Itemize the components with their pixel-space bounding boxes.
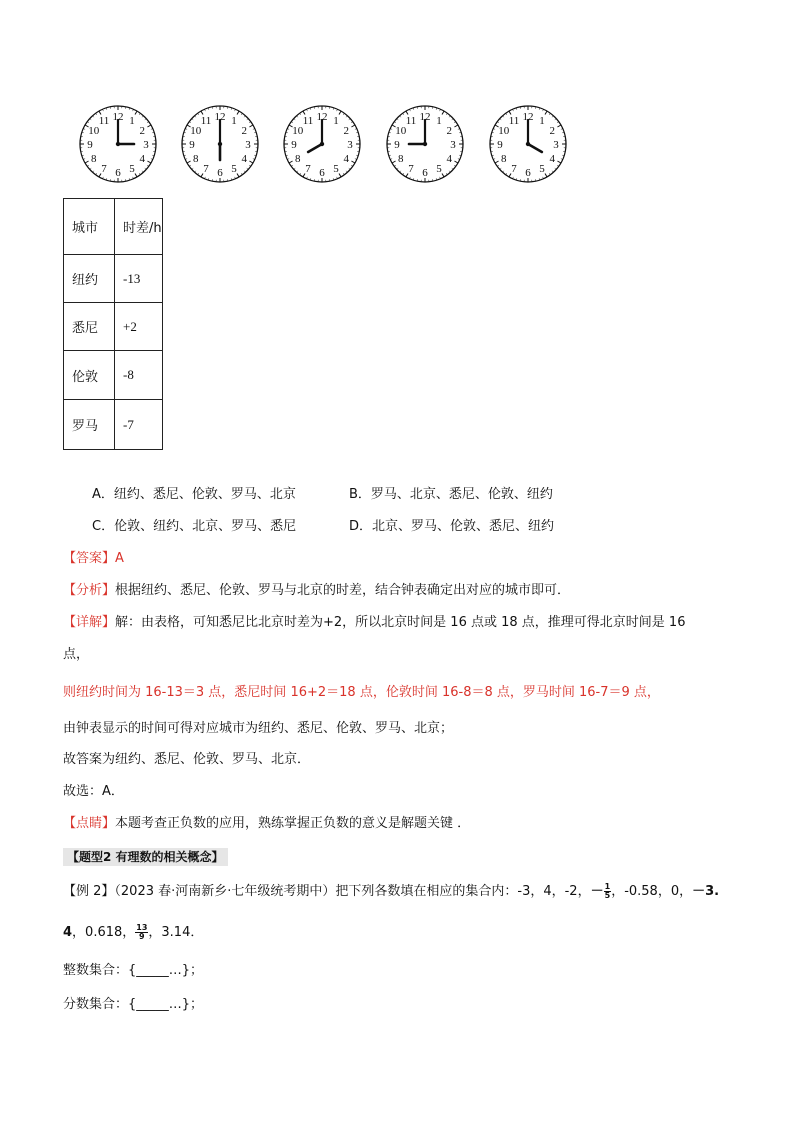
table-cell: 城市 [64,199,115,255]
comment-line [63,815,470,833]
fraction-denominator: 9 [139,932,145,941]
analysis-line [63,582,570,600]
clock-number: 9 [189,139,195,151]
clock-hub [116,142,120,146]
clock-number: 12 [419,111,431,123]
clock-hub [423,142,427,146]
clock-number: 10 [498,125,510,137]
clock-number: 1 [231,114,237,127]
option-c: C．伦敦、纽约、北京、罗马、悉尼 [92,519,297,534]
analysis-tag: 【分析】 [63,583,116,598]
example-line2-bold: 4 [63,925,73,940]
clock-3 [282,104,362,184]
table-cell: 罗马 [64,400,115,450]
clock-number: 3 [143,139,149,151]
clock-number: 5 [231,163,237,176]
analysis-text: 根据纽约、悉尼、伦敦、罗马与北京的时差，结合钟表确定出对应的城市即可． [115,583,571,598]
clock-number: 12 [316,111,328,123]
clock-number: 7 [511,163,517,176]
clock-number: 5 [436,163,442,176]
fraction-numerator: 13 [136,923,148,932]
clock-number: 7 [203,163,209,176]
detail-line-1 [63,614,685,632]
clock-number: 11 [508,114,520,127]
table-cell: +2 [115,303,163,351]
example-line2-a: ，0.618， [72,925,136,940]
example-line2-b: ，3.14． [148,925,204,940]
clock-number: 7 [101,163,107,176]
table-row [64,400,163,450]
fraction-thirteen-ninths [135,924,148,941]
clock-number: 2 [241,125,247,137]
clock-number: 11 [200,114,212,127]
clock-face [78,104,158,184]
example-neg-sign: － [590,884,604,899]
clock-number: 4 [549,153,555,165]
clock-number: 5 [129,163,135,176]
clock-number: 9 [291,139,297,151]
clock-number: 11 [405,114,417,127]
clock-face [488,104,568,184]
clock-number: 12 [522,111,534,123]
clock-number: 1 [129,114,135,127]
section-heading: 【题型2 有理数的相关概念】 [63,848,228,866]
clock-number: 6 [525,167,531,179]
clock-number: 7 [408,163,414,176]
clock-face [282,104,362,184]
clock-hub [218,142,222,146]
option-b: B．罗马、北京、悉尼、伦敦、纽约 [349,487,553,502]
clock-number: 6 [115,167,121,179]
clock-number: 10 [88,125,100,137]
clock-number: 3 [553,139,559,151]
fraction-numerator: 1 [604,882,611,891]
answer-value: A [115,551,124,566]
clock-number: 10 [395,125,407,137]
clock-number: 2 [446,125,452,137]
clock-number: 5 [539,163,545,176]
clock-face [180,104,260,184]
clock-number: 12 [112,111,124,123]
clock-number: 9 [497,139,503,151]
table-cell: -7 [115,400,163,450]
answer-line [63,550,124,568]
clock-number: 4 [446,153,452,165]
clock-number: 11 [98,114,110,127]
clock-number: 3 [450,139,456,151]
clock-number: 11 [302,114,314,127]
clock-face [385,104,465,184]
comment-tag: 【点睛】 [63,816,116,831]
table-header-row [64,199,163,255]
fraction-set-line: 分数集合：{_____…}； [63,997,204,1012]
table-cell: -8 [115,351,163,400]
clock-number: 4 [343,153,349,165]
example-mid: ，-0.58，0， [611,884,693,899]
clock-number: 5 [333,163,339,176]
clock-number: 2 [549,125,555,137]
clock-number: 9 [394,139,400,151]
option-a: A．纽约、悉尼、伦敦、罗马、北京 [92,487,296,502]
clock-5 [488,104,568,184]
comment-text: 本题考查正负数的应用，熟练掌握正负数的意义是解题关键 ． [115,816,471,831]
detail-line-6: 故选：A． [63,784,124,799]
clock-number: 2 [343,125,349,137]
clock-number: 4 [241,153,247,165]
table-cell: 时差/h [115,199,163,255]
clock-4 [385,104,465,184]
detail-line-4: 由钟表显示的时间可得对应城市为纽约、悉尼、伦敦、罗马、北京； [63,721,454,736]
time-difference-table [63,198,163,450]
table-row [64,351,163,400]
clock-number: 4 [139,153,145,165]
clock-number: 6 [217,167,223,179]
clock-hub [526,142,530,146]
table-cell: 悉尼 [64,303,115,351]
clock-number: 6 [319,167,325,179]
table-row [64,255,163,303]
table-cell: 纽约 [64,255,115,303]
clock-number: 3 [245,139,251,151]
clock-number: 7 [305,163,311,176]
table-cell: -13 [115,255,163,303]
detail-text: 解：由表格，可知悉尼比北京时差为+2，所以北京时间是 16 点或 18 点，推理可得北京时间是 16 [115,615,686,630]
clock-number: 8 [398,153,404,165]
clock-number: 8 [295,153,301,165]
clock-number: 8 [193,153,199,165]
clock-number: 1 [436,114,442,127]
example-line-2 [63,924,203,942]
clock-1 [78,104,158,184]
detail-line-2: 点， [63,647,90,662]
clock-number: 12 [214,111,226,123]
answer-tag: 【答案】 [63,551,116,566]
clock-number: 8 [501,153,507,165]
clock-number: 10 [190,125,202,137]
clock-number: 1 [333,114,339,127]
option-d: D．北京、罗马、伦敦、悉尼、纽约 [349,519,555,534]
clock-row [78,104,598,190]
clock-number: 1 [539,114,545,127]
clock-2 [180,104,260,184]
detail-tag: 【详解】 [63,615,116,630]
clock-number: 8 [91,153,97,165]
clock-number: 6 [422,167,428,179]
detail-line-5: 故答案为纽约、悉尼、伦敦、罗马、北京． [63,752,311,767]
integer-set-line: 整数集合：{_____…}； [63,963,204,978]
clock-hub [320,142,324,146]
fraction-denominator: 5 [604,891,611,900]
example-bold-tail: －3. [692,884,720,899]
table-cell: 伦敦 [64,351,115,400]
detail-line-3: 则纽约时间为 16-13＝3 点，悉尼时间 16+2＝18 点，伦敦时间 16-8＝8 点，罗马时间 16-7＝9 点， [63,685,660,700]
clock-number: 10 [292,125,304,137]
example-prefix: 【例 2】（2023 春·河南新乡·七年级统考期中）把下列各数填在相应的集合内：-3，4，-2， [63,884,591,899]
table-row [64,303,163,351]
example-line-1 [63,883,719,901]
clock-number: 3 [347,139,353,151]
clock-number: 9 [87,139,93,151]
clock-number: 2 [139,125,145,137]
